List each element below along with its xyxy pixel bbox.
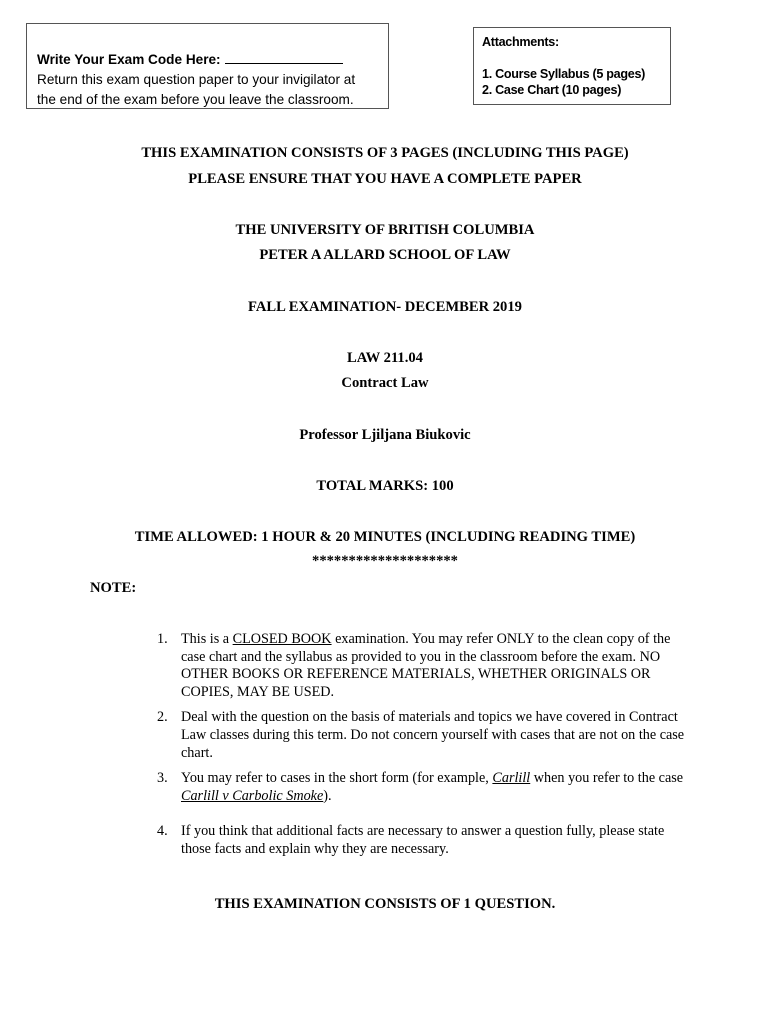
notes-list [157, 631, 687, 859]
attachments-box [473, 27, 671, 105]
note-text: If you think that additional facts are necessary to answer a question fully, please state those facts and explain why they are necessary. [181, 823, 665, 857]
note-text: You may refer to cases in the short form (for example, [181, 770, 493, 787]
case-full-name: Carlill v Carbolic Smoke [181, 787, 324, 804]
note-number: 2. [157, 709, 168, 726]
exam-code-box [26, 23, 389, 109]
note-number: 1. [157, 631, 168, 647]
exam-session: FALL EXAMINATION- DECEMBER 2019 [248, 299, 522, 315]
case-short-form: Carlill [492, 770, 531, 787]
note-text: ). [323, 787, 332, 804]
course-name: Contract Law [341, 375, 429, 391]
note-item-1 [157, 631, 687, 701]
note-item-4 [157, 823, 687, 858]
pages-count-heading: THIS EXAMINATION CONSISTS OF 3 PAGES (INCLUDING THIS PAGE) [141, 145, 629, 161]
note-text: examination. You may refer ONLY to the clean copy of the case chart and the syllabus as provided to you in the classroom before the exam. NO OTHER BOOKS OR REFERENCE MATERIALS, WHETHER ORIGINALS OR COPIES, MAY BE USED. [181, 631, 671, 700]
attachment-item-syllabus: 1. Course Syllabus (5 pages) [482, 67, 646, 81]
time-allowed: TIME ALLOWED: 1 HOUR & 20 MINUTES (INCLUDING READING TIME) [134, 529, 636, 545]
return-instruction-line-2: the end of the exam before you leave the classroom. [37, 92, 354, 107]
exam-code-label: Write Your Exam Code Here: [37, 52, 221, 67]
note-item-3 [157, 770, 687, 805]
star-divider: ******************** [312, 553, 458, 569]
note-text: Deal with the question on the basis of materials and topics we have covered in Contract Law classes during this term. Do not concern yourself with cases that are not on the case chart. [181, 709, 685, 761]
closed-book-emphasis: CLOSED BOOK [232, 631, 332, 647]
note-label: NOTE: [90, 580, 137, 596]
return-instruction-line-1: Return this exam question paper to your invigilator at [37, 72, 356, 87]
note-text: This is a [181, 631, 233, 647]
note-text: when you refer to the case [530, 770, 684, 787]
note-number: 3. [157, 770, 168, 787]
school-name: PETER A ALLARD SCHOOL OF LAW [259, 247, 511, 263]
university-name: THE UNIVERSITY OF BRITISH COLUMBIA [235, 222, 535, 238]
attachments-title: Attachments: [482, 35, 559, 49]
course-code: LAW 211.04 [347, 350, 423, 366]
note-item-2 [157, 709, 687, 762]
professor-name: Professor Ljiljana Biukovic [299, 427, 471, 443]
total-marks: TOTAL MARKS: 100 [316, 478, 454, 494]
complete-paper-heading: PLEASE ENSURE THAT YOU HAVE A COMPLETE PAPER [188, 171, 582, 187]
question-count-footer: THIS EXAMINATION CONSISTS OF 1 QUESTION. [214, 896, 556, 912]
exam-code-blank-line[interactable] [225, 51, 343, 64]
note-number: 4. [157, 823, 168, 840]
exam-code-line [37, 50, 388, 70]
attachment-item-case-chart: 2. Case Chart (10 pages) [482, 83, 622, 97]
